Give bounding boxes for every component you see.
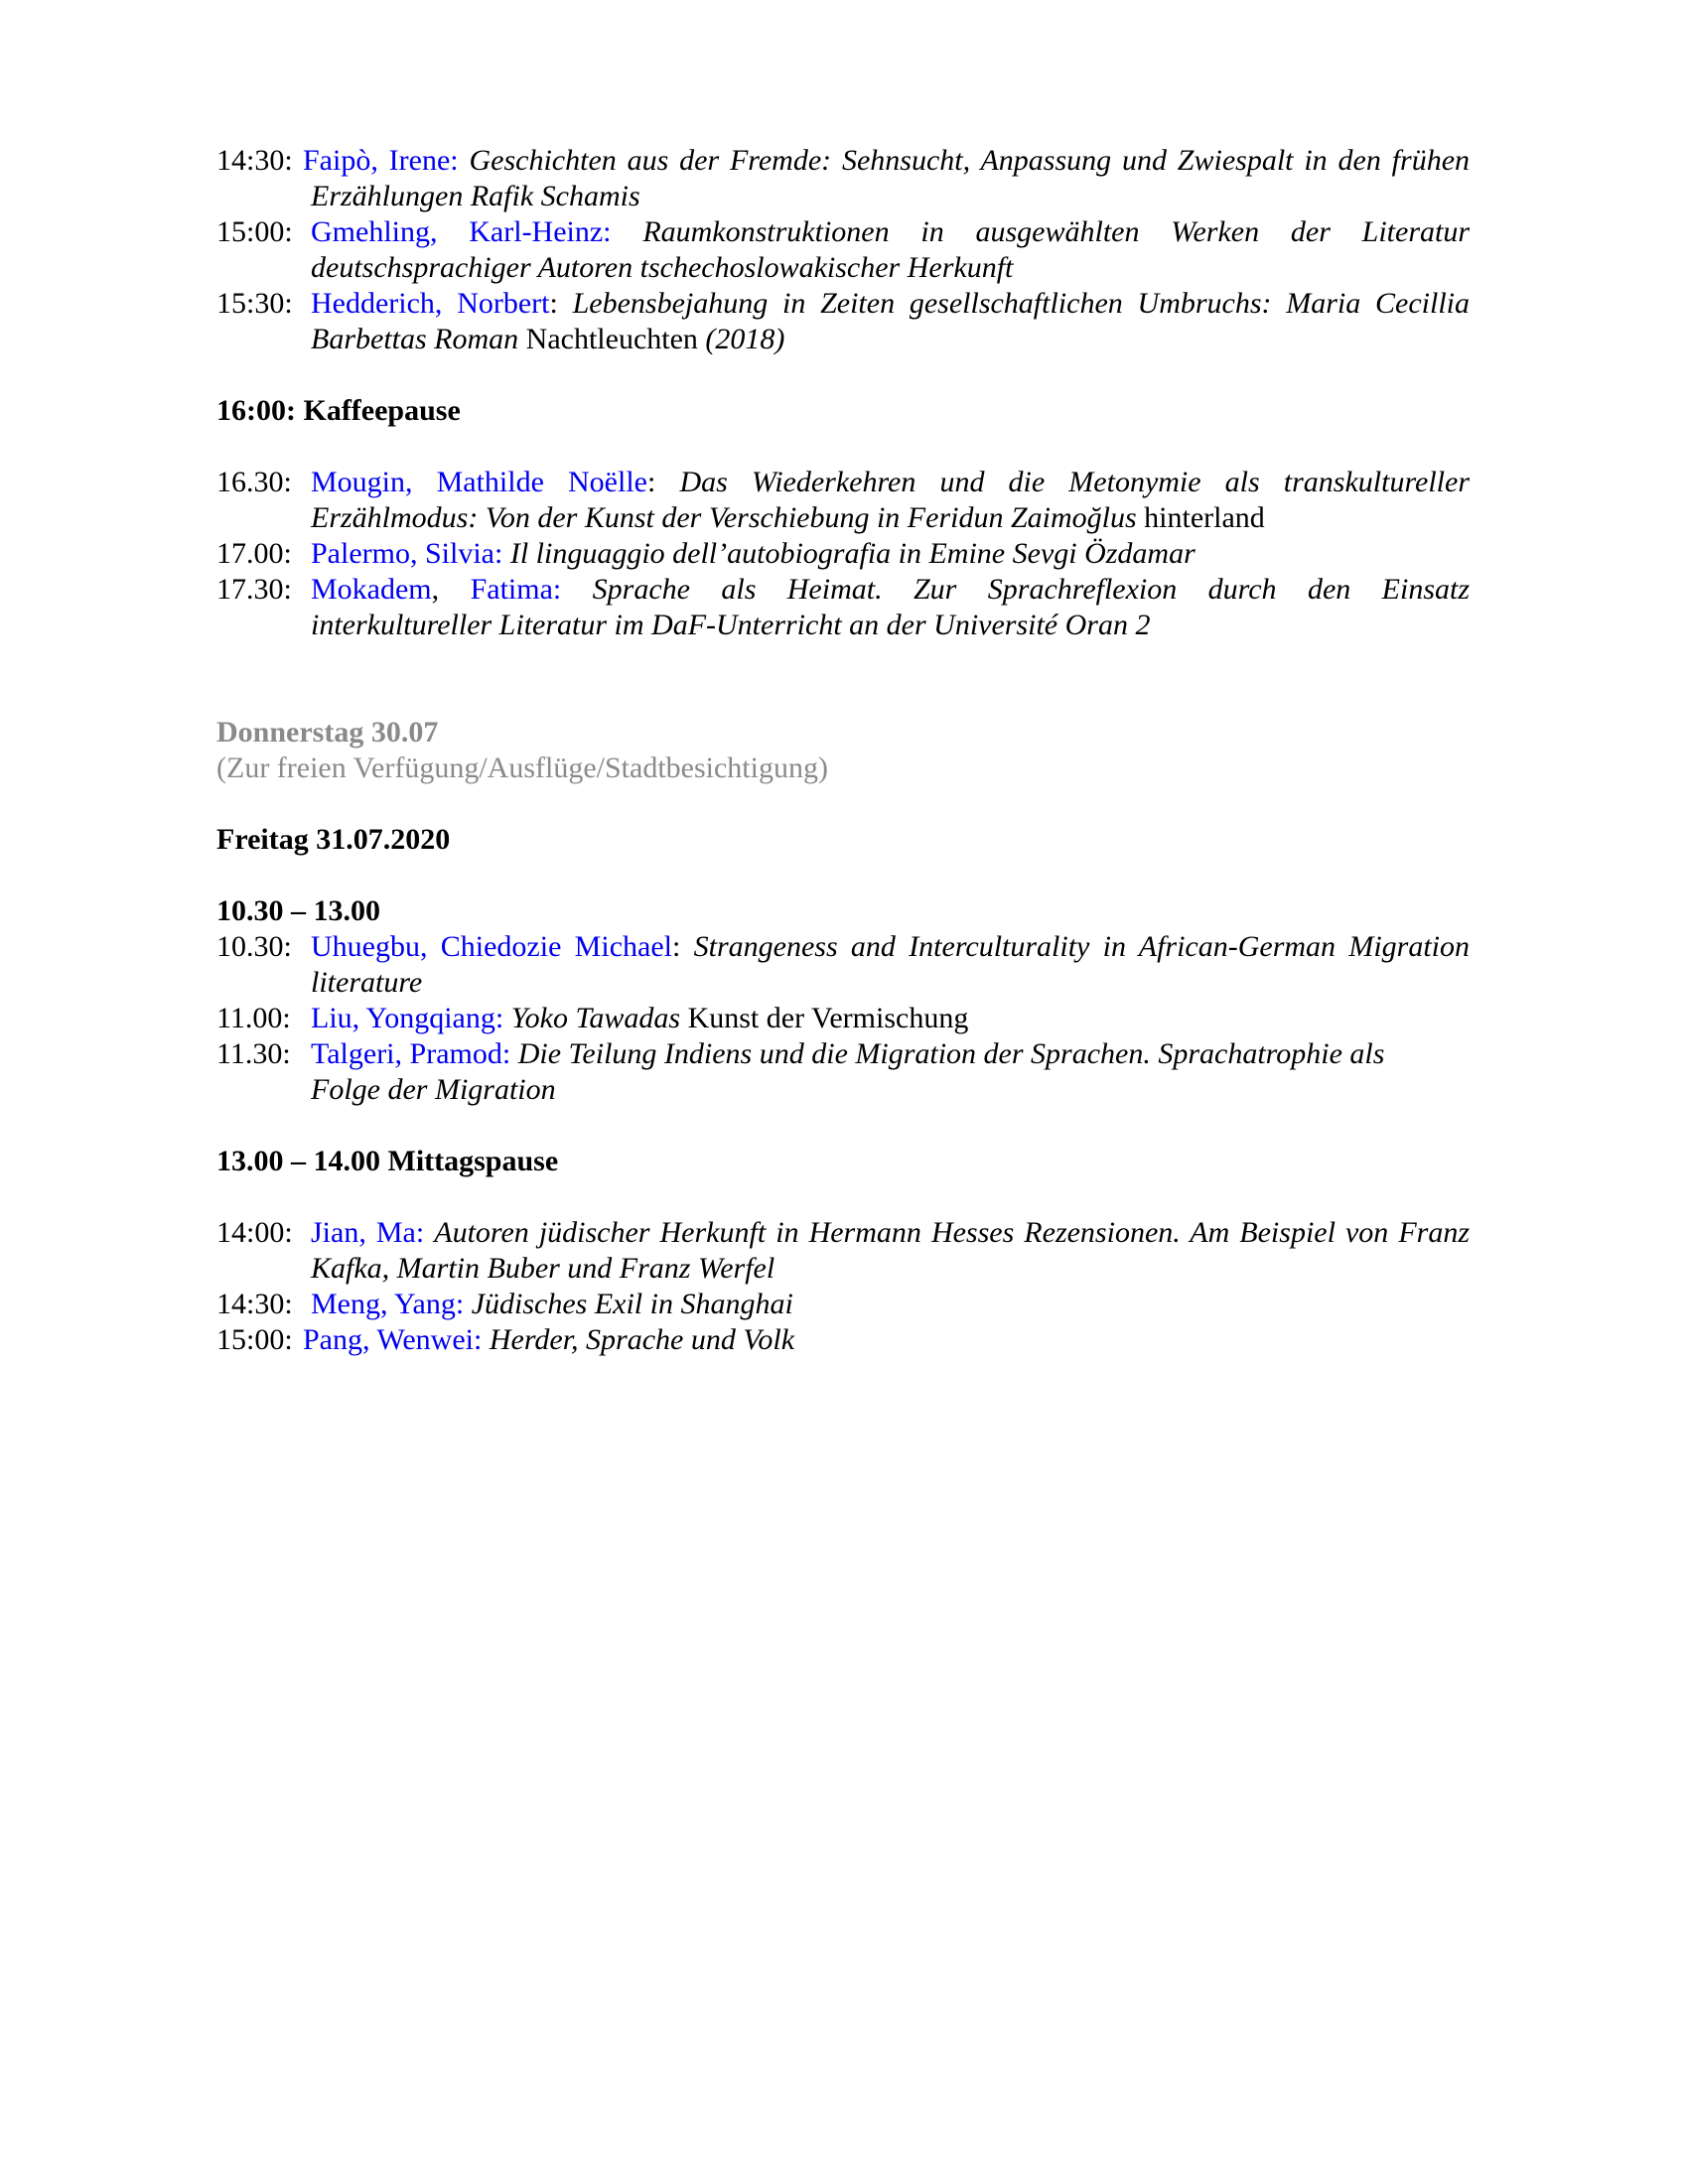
talk-title: Erzählmodus: Von der Kunst der Verschiebung in Feridun Zaimoğlus (311, 501, 1137, 534)
speaker-name: Talgeri, Pramod: (311, 1037, 511, 1070)
work-title: Nachtleuchten (525, 323, 698, 355)
entry-text (311, 500, 1470, 536)
entry-text (311, 536, 1196, 572)
entry-time: 14:00: (216, 1216, 293, 1249)
separator: : (671, 930, 681, 963)
entry-time: 15:00: (216, 1323, 293, 1356)
entry-text (311, 1215, 1470, 1251)
talk-title: Folge der Migration (311, 1073, 556, 1106)
speaker-name: Fatima: (470, 573, 562, 606)
entry-text (311, 1036, 1384, 1072)
talk-title: Raumkonstruktionen in ausgewählten Werken der Literatur (642, 215, 1470, 248)
entry-text (311, 1001, 968, 1036)
talk-title: literature (311, 966, 423, 999)
entry-text (311, 572, 1470, 608)
entry-time: 14:30: (216, 144, 293, 177)
entry-text (311, 214, 1470, 250)
separator: : (646, 466, 656, 498)
speaker-name: Mougin, Mathilde Noëlle (311, 466, 647, 498)
speaker-name: Gmehling, Karl-Heinz: (311, 215, 612, 248)
speaker-name: Pang, Wenwei: (303, 1323, 483, 1356)
talk-title: deutschsprachiger Autoren tschechoslowakischer Herkunft (311, 251, 1014, 284)
entry-time: 11.00: (216, 1002, 291, 1034)
entry-time: 14:30: (216, 1288, 293, 1320)
work-year: (2018) (705, 323, 785, 355)
session-heading: 10.30 – 13.00 (216, 894, 380, 927)
talk-title-rest: Kunst der Vermischung (687, 1002, 969, 1034)
speaker-name: Jian, Ma: (311, 1216, 425, 1249)
talk-title: Barbettas Roman (311, 323, 519, 355)
speaker-name: Uhuegbu, Chiedozie Michael (311, 930, 672, 963)
entry-time: 17.00: (216, 537, 292, 570)
talk-title: Geschichten aus der Fremde: Sehnsucht, Anpassung und Zwiespalt in den frühen (469, 144, 1471, 177)
entry-text (311, 322, 1470, 357)
day-heading-friday: Freitag 31.07.2020 (216, 823, 451, 856)
talk-title: Sprache als Heimat. Zur Sprachreflexion durch den Einsatz (592, 573, 1471, 606)
entry-time: 17.30: (216, 573, 292, 606)
speaker-name: Faipò, Irene: (303, 144, 459, 177)
break-heading: 16:00: Kaffeepause (216, 394, 461, 427)
entry-time: 15:30: (216, 287, 293, 320)
separator: , (431, 573, 440, 606)
speaker-name: Meng, Yang: (311, 1288, 465, 1320)
entry-time: 16.30: (216, 466, 292, 498)
talk-title: Lebensbejahung in Zeiten gesellschaftlichen Umbruchs: Maria Cecillia (572, 287, 1471, 320)
talk-title: Kafka, Martin Buber und Franz Werfel (311, 1252, 775, 1285)
entry-time: 15:00: (216, 215, 293, 248)
talk-title: Jüdisches Exil in Shanghai (471, 1288, 793, 1320)
talk-title: Strangeness and Interculturality in African-German Migration (693, 930, 1471, 963)
speaker-name: Liu, Yongqiang: (311, 1002, 504, 1034)
speaker-name: Mokadem (311, 573, 432, 606)
talk-title: interkultureller Literatur im DaF-Unterricht an der Université Oran 2 (311, 609, 1151, 641)
separator: : (549, 287, 558, 320)
entry-time: 11.30: (216, 1037, 291, 1070)
entry-text (311, 929, 1470, 965)
entry-text (311, 286, 1470, 322)
work-title: hinterland (1144, 501, 1265, 534)
talk-title: Erzählungen Rafik Schamis (311, 180, 640, 212)
break-heading: 13.00 – 14.00 Mittagspause (216, 1145, 559, 1177)
talk-title: Die Teilung Indiens und die Migration der Sprachen. Sprachatrophie als (517, 1037, 1385, 1070)
talk-title: Il linguaggio dell’autobiografia in Emine Sevgi Özdamar (509, 537, 1196, 570)
entry-text (303, 143, 1470, 179)
talk-title: Herder, Sprache und Volk (489, 1323, 795, 1356)
entry-text (311, 465, 1470, 500)
talk-title: Das Wiederkehren und die Metonymie als transkultureller (679, 466, 1470, 498)
entry-time: 10.30: (216, 930, 292, 963)
entry-text (311, 1287, 793, 1322)
talk-title: Yoko Tawadas (510, 1002, 681, 1034)
entry-text (303, 1322, 794, 1358)
talk-title: Autoren jüdischer Herkunft in Hermann Hesses Rezensionen. Am Beispiel von Franz (434, 1216, 1471, 1249)
speaker-name: Palermo, Silvia: (311, 537, 503, 570)
speaker-name: Hedderich, Norbert (311, 287, 550, 320)
day-heading-thursday: Donnerstag 30.07 (216, 716, 439, 749)
day-note: (Zur freien Verfügung/Ausflüge/Stadtbesichtigung) (216, 751, 828, 784)
